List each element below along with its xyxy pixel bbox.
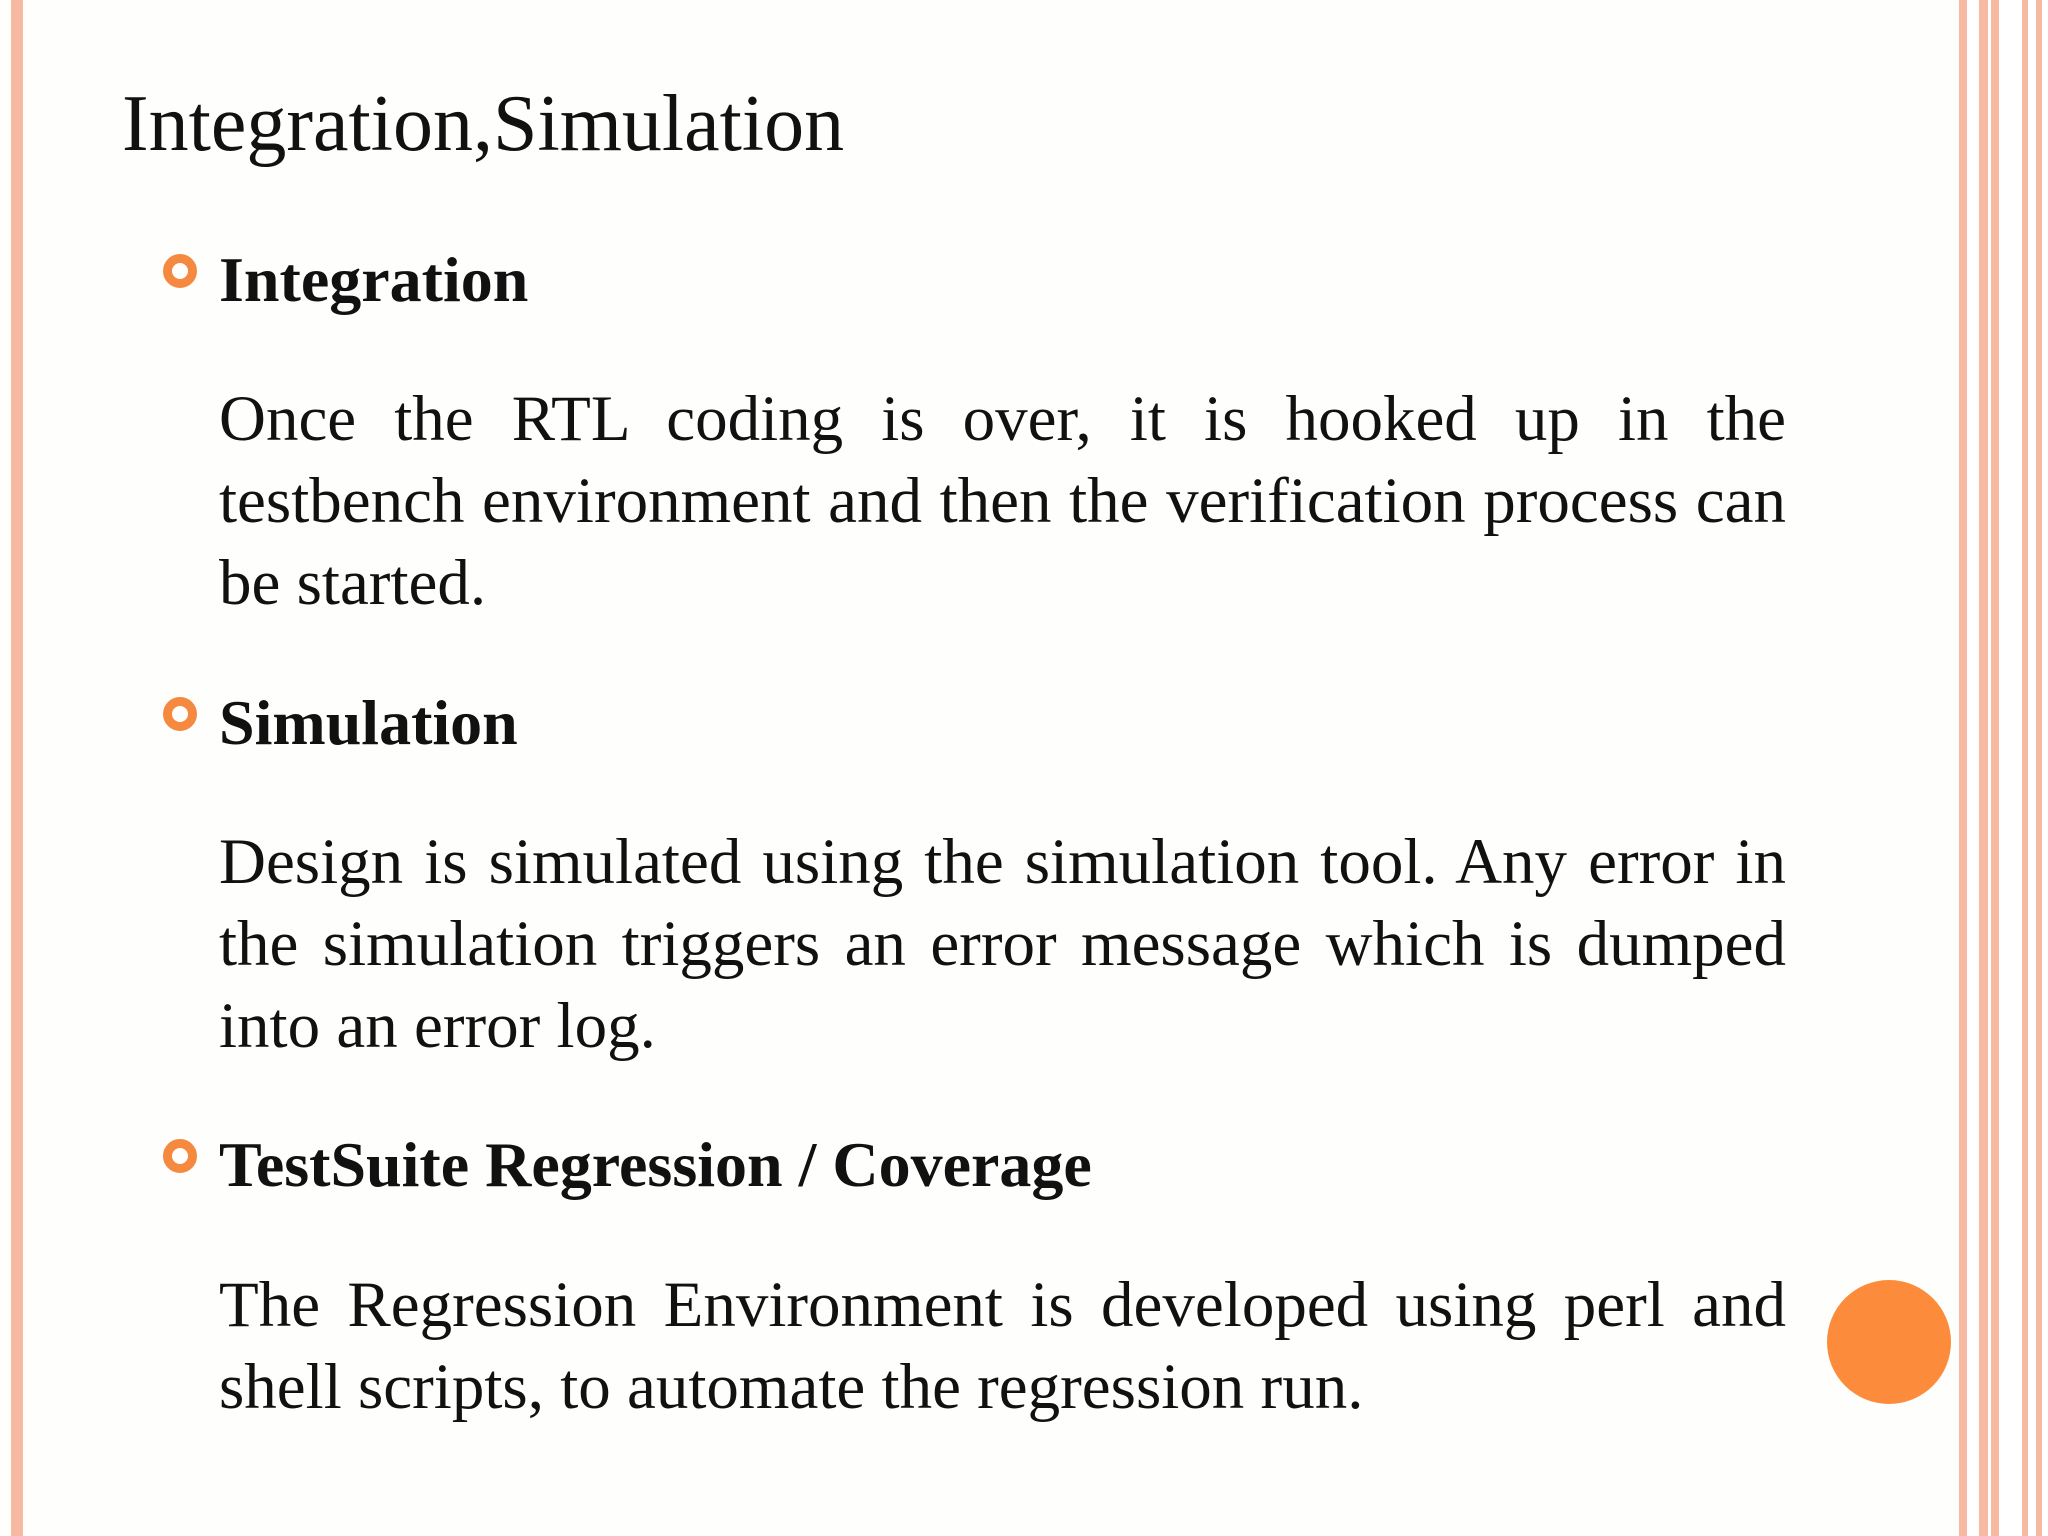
- left-border-stripe: [11, 0, 23, 1536]
- ring-bullet-icon: [163, 254, 197, 288]
- right-border-stripe: [1991, 0, 1999, 1536]
- section-heading-integration: Integration: [219, 244, 529, 315]
- ring-bullet-icon: [163, 697, 197, 731]
- section-body-regression: The Regression Environment is developed using perl and shell scripts, to automate the regression run.: [219, 1269, 1786, 1423]
- section-body-simulation: Design is simulated using the simulation tool. Any error in the simulation triggers an error message which is dumped into an error log.: [219, 826, 1786, 1062]
- ring-bullet-icon: [163, 1139, 197, 1173]
- right-border-stripe: [1959, 0, 1967, 1536]
- section-heading-simulation: Simulation: [219, 687, 518, 758]
- right-border-stripe: [1979, 0, 1988, 1536]
- right-border-panel: [1959, 0, 2048, 1536]
- right-border-stripe: [2022, 0, 2028, 1536]
- orange-circle-decoration: [1827, 1280, 1951, 1404]
- section-body-integration: Once the RTL coding is over, it is hooked up in the testbench environment and then the verification process can be started.: [219, 383, 1786, 619]
- slide-title: Integration,Simulation: [122, 80, 845, 168]
- section-heading-regression: TestSuite Regression / Coverage: [219, 1129, 1092, 1200]
- right-border-stripe: [2036, 0, 2042, 1536]
